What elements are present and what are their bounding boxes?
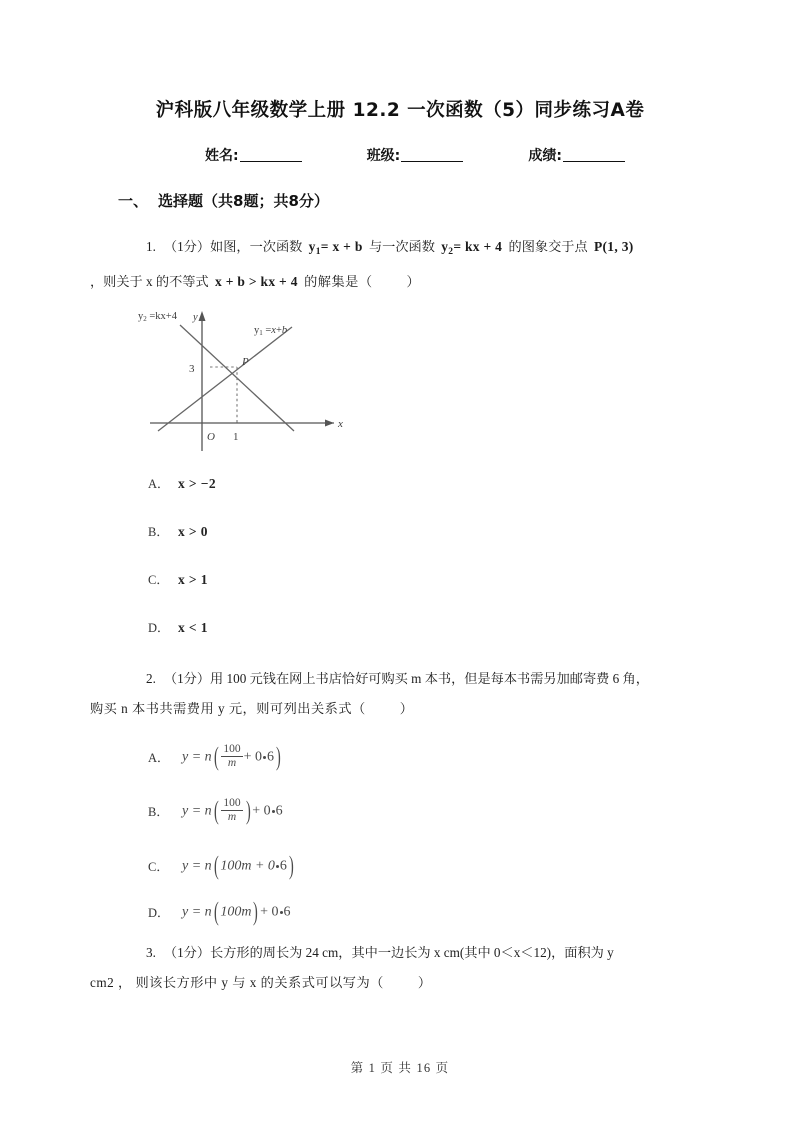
score-label: 成绩: [528,148,562,164]
question-3-paren-close: ） [417,975,432,990]
question-2-line-1 [118,664,683,694]
choice-a-expression: y = n( $\frac{100}{m}$ + 0 6) [182,741,281,771]
question-1-text-b: 与一次函数 [368,239,435,254]
choice-d-value: x < 1 [178,620,208,635]
question-2-text-a: 用 100 元钱在网上书店恰好可购买 m 本书，但是每本书需另加邮寄费 6 角， [210,671,649,686]
name-label: 姓名: [205,148,239,164]
section-number: 一、 [118,192,149,210]
origin-label: O [207,431,215,443]
line-y1-label: y1 =x+b [254,325,288,337]
y-tick-3-label: 3 [189,363,195,375]
choice-b-label: B． [148,525,169,539]
page-footer: 第 1 页 共 16 页 [350,1061,450,1075]
question-2-choice-c[interactable] [148,851,296,880]
function-1-expression: $y_1= x + b$ [308,239,363,257]
point-p-label: P [242,356,249,368]
question-1-choice-d[interactable] [148,618,208,636]
choice-c-expression: y = n( 100m + 0 6) [182,851,294,880]
choice-d-expression: y = n( 100m) + 0 6 [182,897,291,926]
class-field[interactable] [367,145,464,165]
question-3-text-a: 长方形的周长为 24 cm，其中一边长为 x cm(其中 0＜x＜12)，面积为 y [210,945,614,960]
question-2-paren-close: ） [399,701,413,716]
choice-a-label: A． [148,477,170,491]
inequality-expression: x + b > kx + 4 [214,274,298,289]
choice-d-label: D． [148,621,170,635]
question-2-text-b: 购买 n 本书共需费用 y 元，则可列出关系式（ [90,701,366,716]
question-2 [90,664,683,724]
function-2-expression: $y_2=$ kx + 4 [441,239,503,257]
score-blank[interactable] [563,148,625,162]
choice-b-label: B． [148,805,169,820]
intersection-point: P(1, 3) [593,239,634,254]
question-3-line-1 [118,938,683,968]
choice-b-value: x > 0 [178,524,208,539]
section-title: 选择题（共8题；共8分） [158,192,329,210]
question-2-choice-d[interactable] [148,897,291,926]
question-1-points: （1分） [163,239,211,254]
choice-c-label: C． [148,573,169,587]
question-2-choice-b[interactable] [148,795,283,825]
class-blank[interactable] [401,148,463,162]
x-axis-label: x [338,418,343,430]
question-1-figure [136,303,366,453]
question-1-choice-b[interactable] [148,522,208,540]
choice-c-label: C． [148,860,169,875]
page-title: 沪科版八年级数学上册 12.2 一次函数（5）同步练习A卷 [155,100,645,121]
score-field[interactable] [528,145,625,165]
question-3-text-b: cm2 ， 则该长方形中 y 与 x 的关系式可以写为（ [90,975,384,990]
question-3-line-2 [90,968,683,998]
line-y1 [158,327,292,431]
choice-a-value: x > −2 [178,476,217,491]
name-blank[interactable] [240,148,302,162]
question-1-text-a: 如图，一次函数 [210,239,303,254]
name-field[interactable] [205,145,302,165]
choice-b-expression: y = n( $\frac{100}{m}$ ) + 0 6 [182,795,283,825]
question-1-choice-c[interactable] [148,570,208,588]
question-3-number: 3. [146,945,156,960]
class-label: 班级: [366,148,401,164]
x-tick-1-label: 1 [233,431,239,443]
question-3 [90,938,683,998]
question-1-number: 1. [146,239,156,254]
coordinate-graph [136,303,366,453]
question-1-text-d: ，则关于 x 的不等式 [90,274,209,289]
question-1-choice-a[interactable] [148,474,216,492]
question-1-paren-close: ） [406,274,420,289]
question-2-line-2 [90,694,683,724]
question-1-line-2 [90,267,683,297]
y-axis-arrow [199,311,206,321]
question-3-points: （1分） [163,945,211,960]
question-1-line-1 [118,232,683,267]
question-2-number: 2. [146,671,156,686]
section-header-choice [118,190,329,211]
question-2-choice-a[interactable] [148,741,283,771]
choice-d-label: D． [148,906,170,921]
y-axis-label: y [193,312,198,323]
line-y2-label: y2 =kx+4 [138,311,177,323]
student-identity-row [205,145,625,165]
question-1 [90,232,683,297]
x-axis-arrow [325,420,334,427]
question-1-text-e: 的解集是（ [304,274,373,289]
question-1-text-c: 的图象交于点 [508,239,588,254]
choice-a-label: A． [148,751,170,766]
question-2-points: （1分） [163,671,211,686]
choice-c-value: x > 1 [178,572,208,587]
